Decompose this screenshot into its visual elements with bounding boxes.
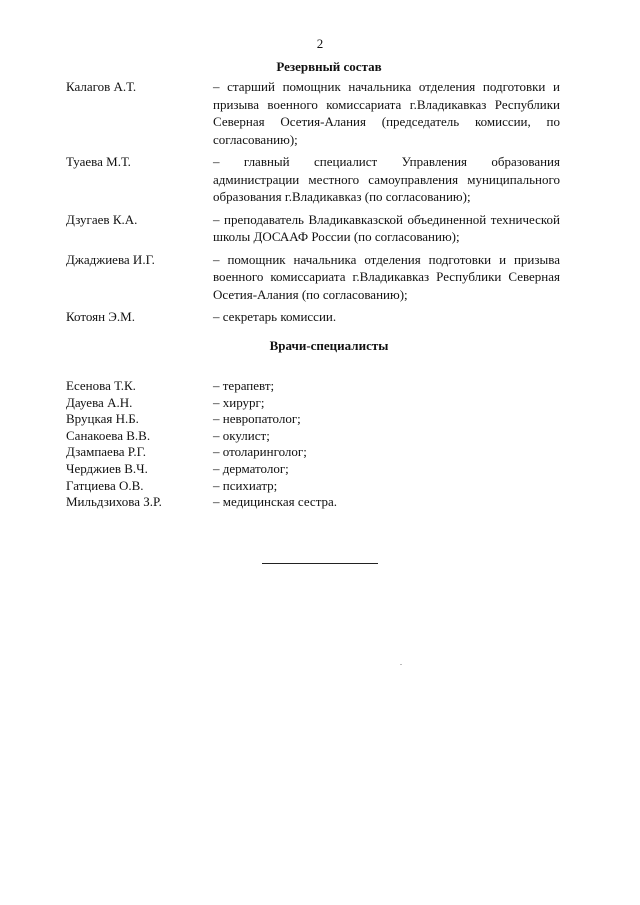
doctor-name: Дзампаева Р.Г.: [66, 444, 146, 460]
member-name: Котоян Э.М.: [66, 309, 135, 324]
doctor-specialty: – дерматолог;: [213, 460, 289, 476]
reserve-member-row: [66, 308, 560, 326]
member-name: Калагов А.Т.: [66, 79, 137, 94]
reserve-member-row: [66, 153, 560, 206]
reserve-section-title: Резервный состав: [276, 59, 382, 74]
reserve-member-row: [66, 78, 560, 148]
doctor-specialty: – отоларинголог;: [213, 444, 307, 460]
member-name: Дзугаев К.А.: [66, 211, 138, 227]
page-number: 2: [316, 36, 324, 51]
end-of-document-line: [262, 563, 378, 564]
member-role: – главный специалист Управления образования администрации местного самоуправления муниципального образования г.Владикавказ (по согласованию);: [213, 154, 560, 204]
doctor-name: Мильдзихова З.Р.: [66, 494, 162, 510]
doctor-name: Черджиев В.Ч.: [66, 460, 148, 476]
doctor-row: [66, 494, 486, 511]
doctor-name: Есенова Т.К.: [66, 378, 136, 393]
doctor-specialty: – терапевт;: [213, 378, 275, 393]
reserve-member-row: [66, 211, 560, 246]
doctors-list: [66, 378, 486, 511]
member-role: – секретарь комиссии.: [213, 309, 337, 324]
doctor-row: [66, 444, 486, 461]
doctor-row: [66, 428, 486, 445]
doctor-name: Вруцкая Н.Б.: [66, 411, 139, 427]
member-role: – старший помощник начальника отделения подготовки и призыва военного комиссариата г.Владикавказ Республики Северная Осетия-Алания (председатель комиссии, по согласованию);: [213, 79, 560, 147]
doctor-specialty: – окулист;: [213, 427, 270, 443]
doctor-row: [66, 395, 486, 412]
member-role: – помощник начальника отделения подготовки и призыва военного комиссариата г.Владикавказ Республики Северная Осетия-Алания (по согласованию);: [213, 251, 560, 302]
doctor-specialty: – медицинская сестра.: [213, 494, 338, 510]
member-name: Туаева М.Т.: [66, 154, 131, 169]
scan-speck: [400, 664, 402, 665]
doctor-row: [66, 411, 486, 428]
doctor-name: Санакоева В.В.: [66, 427, 151, 443]
doctor-name: Дауева А.Н.: [66, 394, 133, 410]
doctor-name: Гатциева О.В.: [66, 477, 144, 493]
doctor-specialty: – невропатолог;: [213, 411, 301, 427]
reserve-members-list: [66, 78, 560, 331]
doctors-section-title: Врачи-специалисты: [269, 338, 389, 353]
doctor-specialty: – психиатр;: [213, 477, 278, 493]
reserve-member-row: [66, 251, 560, 304]
doctor-row: [66, 478, 486, 495]
doctor-row: [66, 378, 486, 395]
member-role: – преподаватель Владикавказской объединенной технической школы ДОСААФ России (по согласованию);: [213, 211, 560, 244]
doctor-row: [66, 461, 486, 478]
doctor-specialty: – хирург;: [213, 394, 265, 410]
member-name: Джаджиева И.Г.: [66, 251, 155, 267]
